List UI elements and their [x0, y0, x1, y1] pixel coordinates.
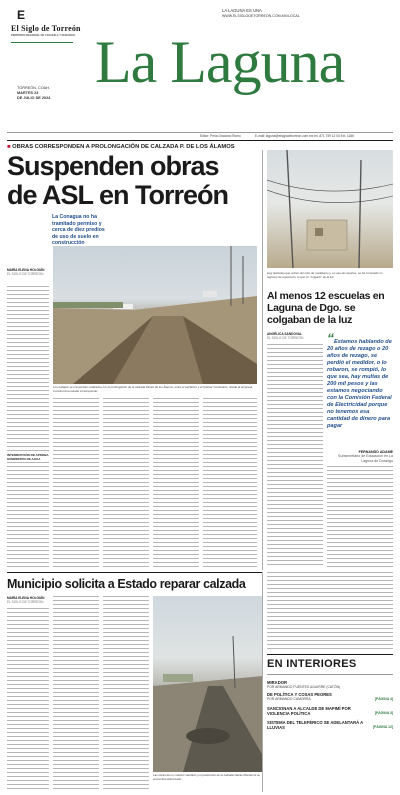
masthead [7, 6, 393, 100]
city-date-line: MARTES 23 [17, 91, 39, 95]
quote-role: Subsecretario de Educación en La Laguna de Durango [338, 454, 393, 463]
city-date-line: TORREÓN, COAH. [17, 86, 51, 90]
escuelas-body-col-2 [327, 466, 393, 568]
interiores-item[interactable] [267, 706, 393, 716]
item-kicker: DE POLÍTICA Y COSAS PEORES [267, 692, 332, 697]
escuelas-byline [267, 332, 323, 340]
lead-headline [7, 152, 247, 210]
quote-author: FERNANDO ADAME [358, 450, 393, 454]
lead-kicker-text: OBRAS CORRESPONDEN A PROLONGACIÓN DE CALZADA P. DE LOS ÁLAMOS [12, 144, 235, 150]
page-ref: [PÁGINA 3] [374, 711, 393, 715]
interiores-rule [267, 654, 393, 655]
escuelas-body-col-1 [267, 344, 323, 568]
kicker-bullet: ■ [7, 144, 11, 150]
page-ref: [PÁGINA 12] [372, 725, 393, 729]
item-kicker: SANCIONAN A ALCALDE DE MAPIMÍ POR VIOLENCIA POLÍTICA [267, 706, 351, 716]
calzada-headline: Municipio solicita a Estado reparar calzada [7, 577, 246, 591]
outlet: EL SIGLO DE TORREÓN [267, 336, 304, 340]
escuelas-body-continued [267, 572, 393, 650]
lead-body-col-5 [203, 398, 257, 568]
lead-summary: La Conagua no ha tramitado permiso y cerca de diez predios de uso de suelo en construcción [52, 214, 105, 246]
quote-attribution [327, 450, 393, 463]
lead-kicker [7, 144, 235, 150]
top-note-1: LA LAGUNA ES UNA [222, 8, 262, 13]
author: ANGÉLICA SANDOVAL [267, 332, 303, 336]
lead-body-col-2 [53, 398, 99, 568]
masthead-rule [7, 140, 393, 141]
lead-body-col-1b [7, 462, 49, 568]
lead-photo [53, 246, 257, 384]
lead-photo-caption: Los trabajos se encuentran realizados por la prolongación de la calzada Paseo de los Álamos, entre el periférico y el bulevar Centenario, donde la empresa Constructora estaba construyendo. [53, 385, 253, 393]
escuelas-photo [267, 150, 393, 268]
column-divider [262, 150, 263, 570]
section-rule [7, 572, 263, 573]
lead-headline-line: Suspenden obras [7, 151, 219, 181]
lead-body-col-3 [103, 398, 149, 568]
power-lines-image [267, 150, 393, 268]
quote-mark-icon: “ [327, 330, 334, 346]
parent-paper-logo: El Siglo de Torreón [11, 24, 81, 33]
interiores-item[interactable] [267, 680, 393, 690]
column-divider [262, 572, 263, 792]
calzada-byline [7, 596, 49, 604]
masthead-rule [7, 132, 393, 133]
contact-line: E-mail: laguna@elsiglodetorreon.com.mx tel. 871 759 12 00 Ext. 1186 [255, 134, 354, 138]
lead-headline-line: de ASL en Torreón [7, 180, 229, 210]
damaged-road-image [153, 596, 263, 772]
escuelas-headline: Al menos 12 escuelas en Laguna de Dgo. se colgaban de la luz [267, 290, 385, 326]
construction-site-image [53, 246, 257, 384]
city-date-line: DE JULIO DE 2024 [17, 96, 51, 100]
interiores-title: EN INTERIORES [267, 658, 357, 670]
lead-body-col-4 [153, 398, 199, 568]
lead-subhead: INTERRUPCIÓN DE APROBA SUMINISTRO DE AGUA [7, 453, 49, 461]
quote-text: Estamos hablando de 20 años de rezago o 20 años de rezago, se perdió el medidor, o lo robaron, se rompió, lo que sea, hay multas de 200 mil pesos y las estamos negociando con la Comisión Federal de Electricidad porque no tenemos esa cantidad de dinero para pagar [327, 339, 392, 429]
parent-tagline: PERIÓDICO REGIONAL DE COAHUILA Y DURANGO [11, 34, 76, 37]
calzada-body-col-2 [53, 596, 99, 790]
top-note-2[interactable]: WWW.ELSIGLODETORREON.COM.MX/LOCAL [222, 14, 300, 18]
outlet: EL SIGLO DE TORREÓN [7, 600, 44, 604]
interiores-rule [267, 674, 393, 675]
masthead-divider [11, 42, 73, 43]
item-kicker: MIRADOR [267, 680, 288, 685]
item-line: POR ARMANDO CAMORRA [267, 697, 311, 701]
item-kicker: SISTEMA DEL TELEFÉRICO SE ADELANTARÁ A LLUVIAS [267, 720, 364, 730]
escuelas-photo-caption: Hay planteles que sufren del robo de medidores y, en ese de reportes, se ha comprado un régimen de reposición, lo que un "colgarlo" de la luz. [267, 271, 383, 279]
escuelas-pull-quote [327, 330, 393, 430]
city-date [17, 86, 50, 101]
interiores-item[interactable] [267, 720, 393, 730]
lead-byline [7, 268, 49, 276]
interiores-item[interactable] [267, 692, 393, 702]
author: MARÍA ELENA HOLGUÍN [7, 596, 45, 600]
item-line: POR ARMANDO FUENTES AGUIRRE (CATÓN) [267, 685, 341, 689]
section-title: La Laguna [95, 29, 345, 95]
lead-body-col-1 [7, 286, 49, 452]
outlet: EL SIGLO DE TORREÓN [7, 272, 44, 276]
calzada-photo [153, 596, 263, 772]
calzada-body-col-1 [7, 608, 49, 790]
calzada-body-col-3 [103, 596, 149, 790]
page-ref: [PÁGINA 4] [374, 697, 393, 701]
section-letter: E [17, 8, 26, 22]
calzada-photo-caption: Las obras de un colector sanitario y el pavimento de la calzada Nazas Montemol se encuentra deteriorado. [153, 773, 261, 781]
author: MARÍA ELENA HOLGUÍN [7, 268, 45, 272]
editor-line: Editor: Perla Graciano Romo [200, 134, 241, 138]
interiores-list [267, 680, 393, 730]
